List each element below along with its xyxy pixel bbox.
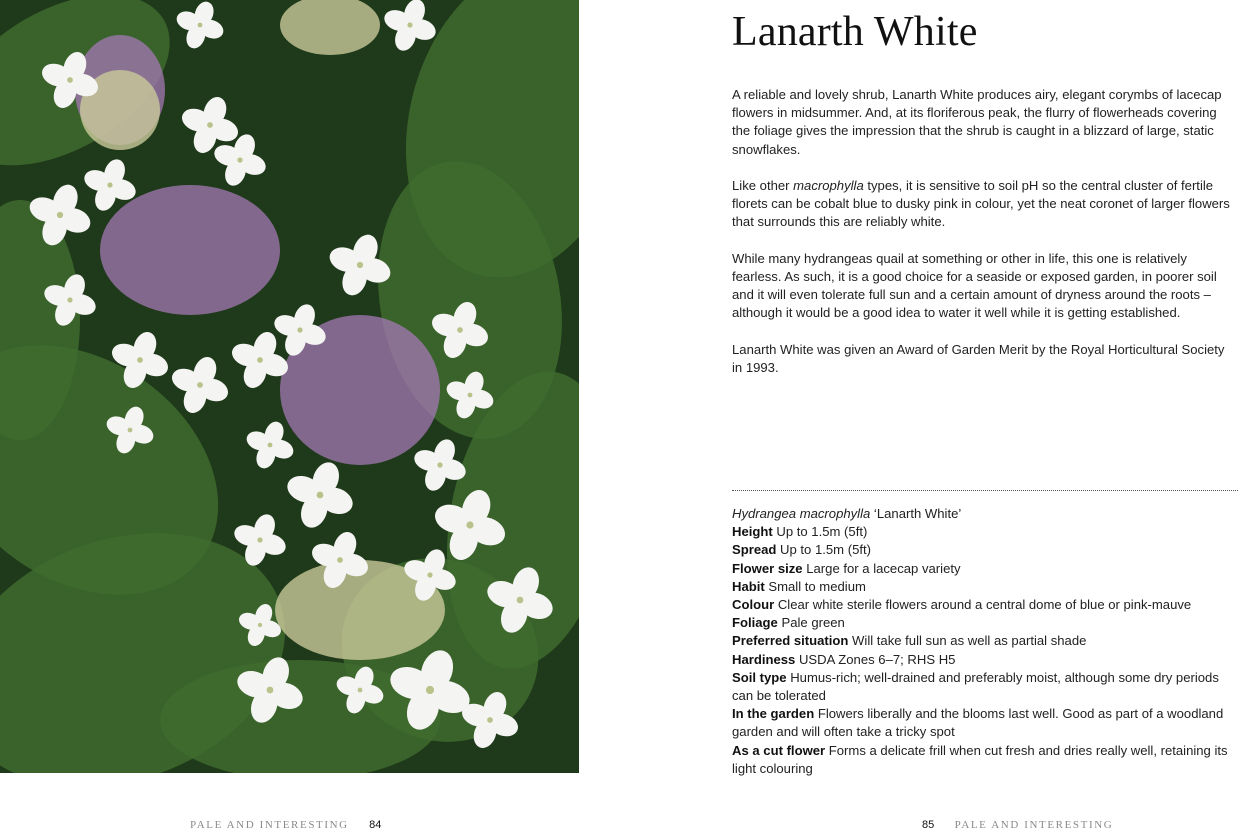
flower-centre	[267, 687, 274, 694]
flower-centre	[258, 623, 262, 627]
left-footer	[190, 819, 381, 831]
body-text	[732, 86, 1232, 395]
spec-foliage	[732, 614, 1234, 632]
paragraph-3: While many hydrangeas quail at something or other in life, this one is relatively fearless. As such, it is a good choice for a seaside or exposed garden, in poorer soil and it will even tolerate full sun and a certain amount of dryness around the roots – although it would be a good idea to water it well while it is getting established.	[732, 250, 1217, 321]
spec-label: In the garden	[732, 706, 815, 722]
spec-value: Up to 1.5m (5ft)	[776, 542, 871, 558]
spec-value: Small to medium	[764, 578, 866, 594]
flower-centre	[268, 443, 273, 448]
paragraph-2-end: types, it is sensitive to soil pH so the central cluster of fertile florets can be cobalt blue to dusky pink in colour, yet the neat coronet of larger flowers that surrounds this are reliably white.	[732, 178, 1230, 230]
paragraph-1: A reliable and lovely shrub, Lanarth White produces airy, elegant corymbs of lacecap flowers in midsummer. And, at its floriferous peak, the flurry of flowerheads covering the foliage gives the impression that the shrub is caught in a blizzard of large, static snowflakes.	[732, 87, 1222, 157]
spec-habit	[732, 578, 1234, 596]
flower-centre	[517, 597, 524, 604]
flower-centre	[427, 572, 432, 577]
paragraph-2-start: Like other	[732, 178, 794, 193]
spec-in-the-garden	[732, 705, 1234, 741]
left-page-number: 84	[369, 819, 382, 831]
dotted-divider	[732, 490, 1238, 491]
flower-centre	[487, 717, 493, 723]
spec-height	[732, 523, 1234, 541]
flower-centre	[317, 492, 324, 499]
cultivar-name: ‘Lanarth White’	[870, 506, 962, 521]
flower-centre	[207, 122, 213, 128]
spec-value: Humus-rich; well-drained and preferably moist, although some dry periods can be tolerated	[732, 669, 1219, 704]
spec-value: Flowers liberally and the blooms last well. Good as part of a woodland garden and will often take a tricky spot	[732, 706, 1224, 740]
hydrangea-photo	[0, 0, 579, 773]
flower-centre	[358, 688, 363, 693]
spec-label: Foliage	[732, 615, 778, 631]
spec-label: Colour	[732, 597, 775, 613]
flower-centre	[128, 428, 133, 433]
page-title: Lanarth White	[732, 9, 978, 55]
flower-centre	[107, 182, 112, 187]
spec-label: As a cut flower	[732, 742, 826, 758]
flower-centre	[337, 557, 343, 563]
spec-value: Forms a delicate frill when cut fresh and dries really well, retaining its light colouring	[732, 742, 1228, 776]
right-running-head: PALE AND INTERESTING	[954, 819, 1114, 831]
spec-label: Preferred situation	[732, 633, 849, 649]
spec-label: Soil type	[732, 669, 787, 685]
spec-cut-flower	[732, 742, 1234, 778]
flower-centre	[297, 327, 302, 332]
right-page-number: 85	[922, 819, 935, 831]
spec-value: USDA Zones 6–7; RHS H5	[795, 651, 956, 667]
right-footer	[922, 819, 1113, 831]
spec-label: Flower size	[732, 560, 803, 576]
spec-flower-size	[732, 560, 1234, 578]
paragraph-2	[732, 177, 1232, 232]
botanical-name: Hydrangea macrophylla	[732, 506, 871, 521]
flower-centre	[466, 521, 473, 528]
spec-preferred-situation	[732, 632, 1234, 650]
flower-centre	[426, 686, 434, 694]
spec-label: Habit	[732, 578, 765, 594]
flower-centre	[57, 212, 63, 218]
spec-value: Clear white sterile flowers around a central dome of blue or pink-mauve	[774, 597, 1192, 613]
spec-label: Spread	[732, 542, 777, 558]
fertile-floret-cluster	[100, 185, 280, 315]
spec-hardiness	[732, 651, 1234, 669]
hydrangea-illustration	[0, 0, 579, 773]
plant-specs	[732, 505, 1234, 778]
spec-label: Hardiness	[732, 651, 796, 667]
left-running-head: PALE AND INTERESTING	[190, 819, 349, 831]
flower-centre	[468, 393, 473, 398]
flower-centre	[407, 22, 412, 27]
flower-centre	[257, 537, 262, 542]
spec-spread	[732, 541, 1234, 559]
spec-value: Will take full sun as well as partial shade	[848, 633, 1087, 649]
flower-centre	[67, 297, 72, 302]
flower-centre	[137, 357, 143, 363]
flower-centre	[457, 327, 463, 333]
spec-value: Pale green	[777, 615, 845, 631]
spec-value: Large for a lacecap variety	[802, 560, 961, 576]
flower-centre	[197, 382, 203, 388]
paragraph-4: Lanarth White was given an Award of Garden Merit by the Royal Horticultural Society in 1993.	[732, 341, 1225, 375]
flower-centre	[437, 462, 442, 467]
flower-centre	[257, 357, 263, 363]
flower-centre	[67, 77, 73, 83]
flower-centre	[357, 262, 363, 268]
flower-centre	[237, 157, 242, 162]
spec-colour	[732, 596, 1234, 614]
paragraph-2-italic: macrophylla	[793, 178, 864, 193]
spec-soil-type	[732, 669, 1234, 705]
spec-label: Height	[732, 524, 773, 540]
flower-centre	[198, 23, 203, 28]
spec-value: Up to 1.5m (5ft)	[772, 524, 868, 540]
spec-botanical-name	[732, 505, 1234, 523]
